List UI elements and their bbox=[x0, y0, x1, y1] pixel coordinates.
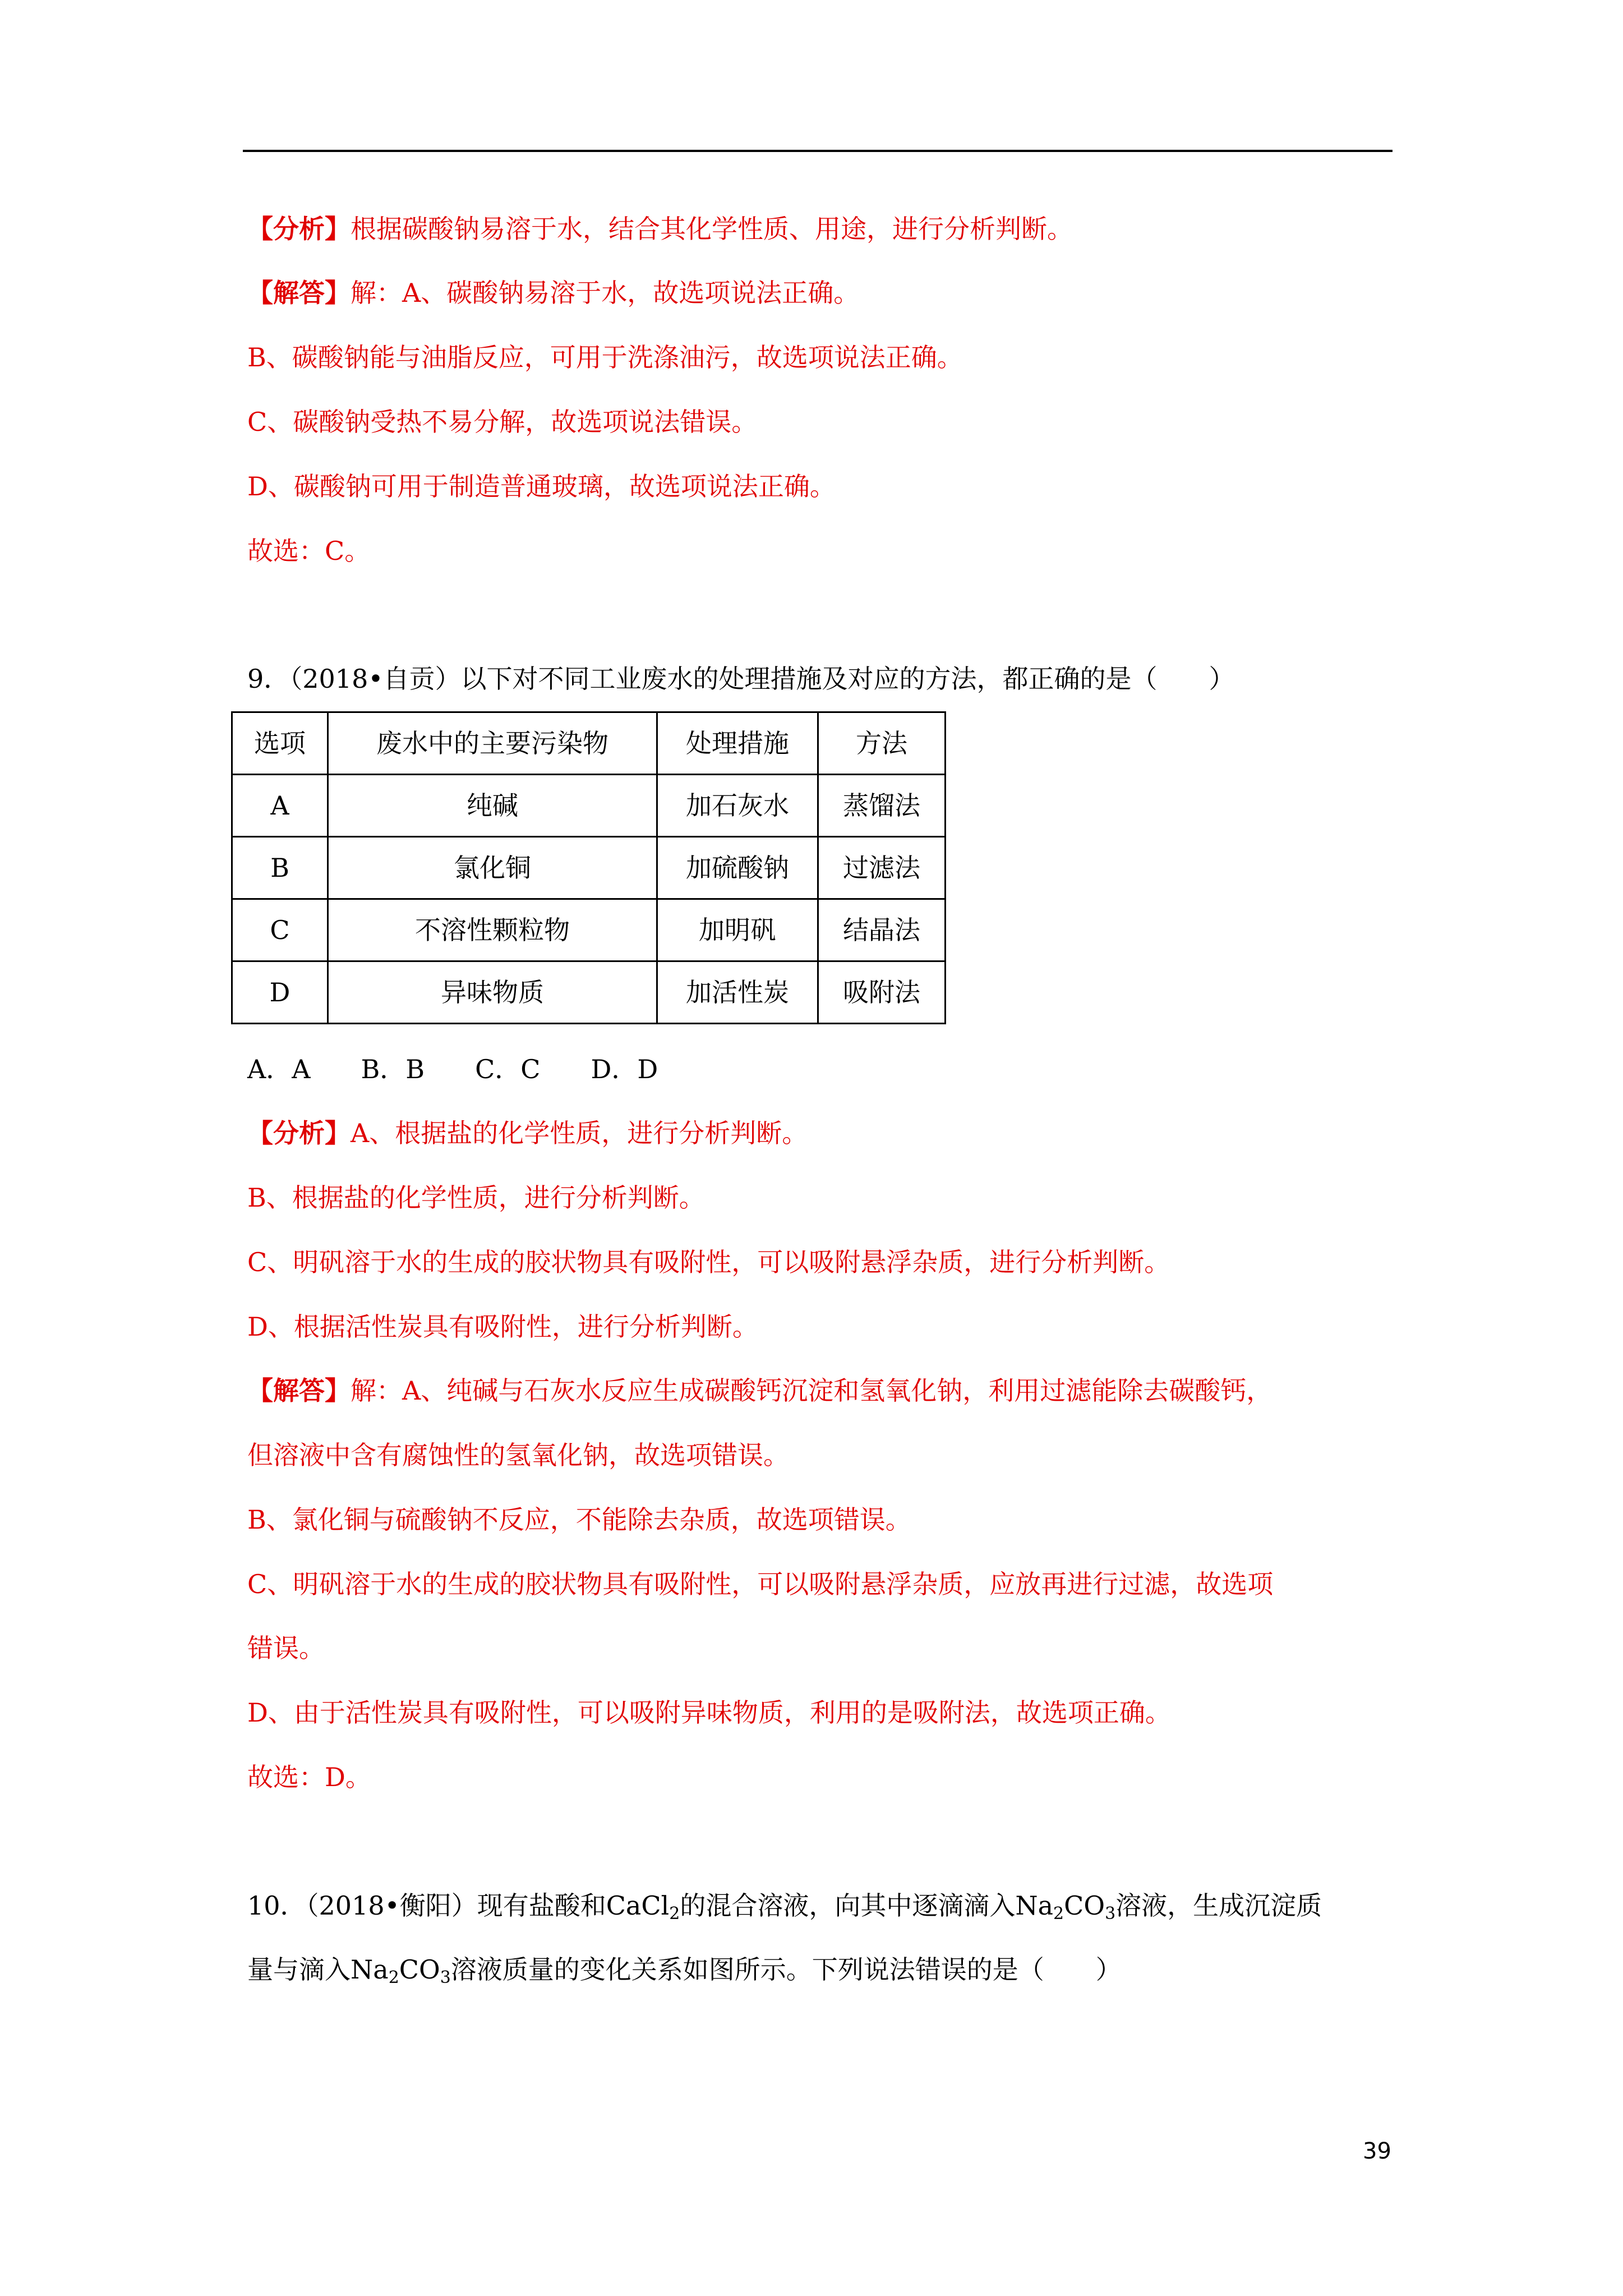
table-cell: 结晶法 bbox=[818, 899, 946, 961]
table-row bbox=[232, 961, 946, 1024]
q8-solution-line bbox=[247, 276, 859, 310]
page-number: 39 bbox=[1363, 2138, 1391, 2164]
q9-solution-d: D、由于活性炭具有吸附性，可以吸附异味物质，利用的是吸附法，故选项正确。 bbox=[247, 1697, 1171, 1728]
table-header-cell: 处理措施 bbox=[657, 712, 818, 775]
table-cell: 氯化铜 bbox=[328, 837, 657, 899]
table-header-cell: 选项 bbox=[232, 712, 328, 775]
choice-a: A．A bbox=[247, 1054, 311, 1084]
q10-text: 溶液质量的变化关系如图所示。下列说法错误的是（ ） bbox=[450, 1954, 1122, 1985]
q8-line-d: D、碳酸钠可用于制造普通玻璃，故选项说法正确。 bbox=[247, 471, 836, 501]
table-cell: 过滤法 bbox=[818, 837, 946, 899]
q10-text: 量与滴入 bbox=[247, 1954, 351, 1985]
q10-text: 的混合溶液，向其中逐滴滴入 bbox=[680, 1890, 1016, 1921]
table-cell: 纯碱 bbox=[328, 775, 657, 837]
subscript: 3 bbox=[1105, 1904, 1116, 1924]
q10-text: 10．（2018•衡阳）现有盐酸和 bbox=[247, 1890, 606, 1921]
subscript: 2 bbox=[1053, 1904, 1064, 1924]
table-cell: A bbox=[232, 775, 328, 837]
table-cell: 加石灰水 bbox=[657, 775, 818, 837]
q8-line-b: B、碳酸钠能与油脂反应，可用于洗涤油污，故选项说法正确。 bbox=[247, 342, 963, 372]
q9-solution-line bbox=[247, 1374, 1272, 1407]
formula-na: Na bbox=[1015, 1890, 1054, 1921]
choice-b: B．B bbox=[361, 1054, 425, 1084]
q9-solution-c2: 错误。 bbox=[247, 1633, 325, 1663]
q9-answer: 故选：D。 bbox=[247, 1762, 371, 1792]
table-row bbox=[232, 837, 946, 899]
table-header-row bbox=[232, 712, 946, 775]
solution-text: 解：A、碳酸钠易溶于水，故选项说法正确。 bbox=[351, 278, 860, 308]
table-header-cell: 方法 bbox=[818, 712, 946, 775]
subscript: 3 bbox=[440, 1968, 451, 1987]
analysis-tag: 【分析】 bbox=[247, 1118, 351, 1148]
table-cell: D bbox=[232, 961, 328, 1024]
table-cell: 异味物质 bbox=[328, 961, 657, 1024]
table-cell: 加硫酸钠 bbox=[657, 837, 818, 899]
q9-solution-cont: 但溶液中含有腐蚀性的氢氧化钠，故选项错误。 bbox=[247, 1440, 789, 1470]
q9-solution-c1: C、明矾溶于水的生成的胶状物具有吸附性，可以吸附悬浮杂质，应放再进行过滤，故选项 bbox=[247, 1569, 1274, 1599]
analysis-text: 根据碳酸钠易溶于水，结合其化学性质、用途，进行分析判断。 bbox=[351, 214, 1073, 244]
solution-tag: 【解答】 bbox=[247, 278, 351, 308]
solution-tag: 【解答】 bbox=[247, 1375, 351, 1406]
choice-d: D．D bbox=[591, 1054, 658, 1084]
choice-c: C．C bbox=[475, 1054, 541, 1084]
formula-co: CO bbox=[1064, 1890, 1105, 1921]
analysis-tag: 【分析】 bbox=[247, 214, 351, 244]
q9-stem: 9．（2018•自贡）以下对不同工业废水的处理措施及对应的方法，都正确的是（ ） bbox=[247, 664, 1235, 694]
header-rule bbox=[243, 150, 1393, 152]
solution-text: 解：A、纯碱与石灰水反应生成碳酸钙沉淀和氢氧化钠，利用过滤能除去碳酸钙， bbox=[351, 1375, 1272, 1406]
formula-cacl2: CaCl bbox=[606, 1890, 670, 1921]
table-cell: 吸附法 bbox=[818, 961, 946, 1024]
formula-co: CO bbox=[399, 1954, 440, 1985]
table-row bbox=[232, 775, 946, 837]
table-cell: 加明矾 bbox=[657, 899, 818, 961]
q8-analysis-line bbox=[247, 212, 1073, 246]
q8-line-c: C、碳酸钠受热不易分解，故选项说法错误。 bbox=[247, 407, 758, 437]
table-row bbox=[232, 899, 946, 961]
q9-options-table bbox=[231, 711, 946, 1024]
q10-stem-line-2 bbox=[247, 1953, 1122, 1986]
q9-analysis-line bbox=[247, 1116, 808, 1150]
table-cell: 加活性炭 bbox=[657, 961, 818, 1024]
q8-answer: 故选：C。 bbox=[247, 536, 371, 566]
table-header-cell: 废水中的主要污染物 bbox=[328, 712, 657, 775]
table-cell: B bbox=[232, 837, 328, 899]
table-cell: C bbox=[232, 899, 328, 961]
q9-analysis-b: B、根据盐的化学性质，进行分析判断。 bbox=[247, 1182, 705, 1213]
q9-analysis-c: C、明矾溶于水的生成的胶状物具有吸附性，可以吸附悬浮杂质，进行分析判断。 bbox=[247, 1247, 1170, 1277]
q9-analysis-d: D、根据活性炭具有吸附性，进行分析判断。 bbox=[247, 1312, 758, 1342]
table-cell: 不溶性颗粒物 bbox=[328, 899, 657, 961]
subscript: 2 bbox=[669, 1904, 680, 1924]
q9-solution-b: B、氯化铜与硫酸钠不反应，不能除去杂质，故选项错误。 bbox=[247, 1504, 911, 1535]
analysis-text: A、根据盐的化学性质，进行分析判断。 bbox=[351, 1118, 808, 1148]
q10-text: 溶液，生成沉淀质 bbox=[1115, 1890, 1322, 1921]
q10-stem-line-1 bbox=[247, 1889, 1322, 1922]
q9-choices bbox=[247, 1052, 708, 1086]
subscript: 2 bbox=[388, 1968, 399, 1987]
table-cell: 蒸馏法 bbox=[818, 775, 946, 837]
formula-na: Na bbox=[351, 1954, 389, 1985]
